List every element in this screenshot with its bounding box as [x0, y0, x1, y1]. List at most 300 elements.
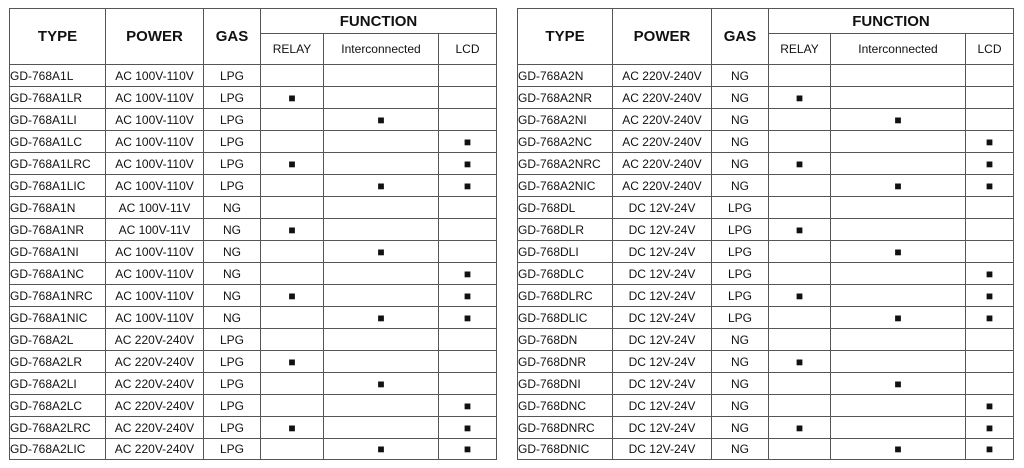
filled-square-icon: ■	[288, 354, 296, 369]
table-row	[10, 109, 497, 131]
model-type-cell: GD-768DNI	[518, 373, 613, 395]
model-type-cell: GD-768DLIC	[518, 307, 613, 329]
table-row	[518, 87, 1014, 109]
model-type-cell: GD-768A1LC	[10, 131, 106, 153]
power-cell: DC 12V-24V	[613, 241, 712, 263]
power-cell: AC 220V-240V	[613, 131, 712, 153]
relay-cell	[769, 351, 831, 373]
filled-square-icon: ■	[795, 222, 804, 237]
relay-cell	[261, 219, 324, 241]
relay-cell	[261, 439, 324, 460]
relay-cell	[261, 131, 324, 153]
model-type-cell: GD-768A1NRC	[10, 285, 106, 307]
table-row	[518, 241, 1014, 263]
gas-cell: LPG	[712, 219, 769, 241]
filled-square-icon: ■	[463, 134, 472, 149]
model-type-cell: GD-768A2NRC	[518, 153, 613, 175]
interconnected-cell	[831, 109, 966, 131]
model-type-cell: GD-768A1LIC	[10, 175, 106, 197]
relay-cell	[769, 329, 831, 351]
header-lcd: LCD	[439, 34, 497, 65]
filled-square-icon: ■	[985, 178, 994, 193]
model-type-cell: GD-768A2LC	[10, 395, 106, 417]
filled-square-icon: ■	[894, 310, 902, 325]
filled-square-icon: ■	[894, 442, 902, 456]
lcd-cell	[966, 351, 1014, 373]
model-type-cell: GD-768A1NC	[10, 263, 106, 285]
power-cell: AC 100V-110V	[106, 109, 204, 131]
power-cell: DC 12V-24V	[613, 219, 712, 241]
relay-cell	[261, 373, 324, 395]
table-row	[518, 109, 1014, 131]
lcd-cell	[966, 263, 1014, 285]
header-lcd: LCD	[966, 34, 1014, 65]
interconnected-cell	[324, 417, 439, 439]
relay-cell	[261, 175, 324, 197]
filled-square-icon: ■	[377, 244, 385, 259]
power-cell: AC 220V-240V	[106, 439, 204, 460]
power-cell: DC 12V-24V	[613, 263, 712, 285]
power-cell: AC 100V-110V	[106, 241, 204, 263]
gas-cell: NG	[712, 417, 769, 439]
interconnected-cell	[831, 351, 966, 373]
interconnected-cell	[324, 329, 439, 351]
lcd-cell	[439, 131, 497, 153]
lcd-cell	[439, 153, 497, 175]
filled-square-icon: ■	[795, 288, 804, 303]
power-cell: DC 12V-24V	[613, 197, 712, 219]
gas-cell: NG	[712, 373, 769, 395]
interconnected-cell	[831, 307, 966, 329]
relay-cell	[261, 395, 324, 417]
table-row	[10, 197, 497, 219]
header-gas: GAS	[712, 9, 769, 65]
power-cell: DC 12V-24V	[613, 417, 712, 439]
power-cell: DC 12V-24V	[613, 307, 712, 329]
header-power: POWER	[106, 9, 204, 65]
lcd-cell	[439, 219, 497, 241]
gas-cell: NG	[204, 263, 261, 285]
relay-cell	[769, 153, 831, 175]
table-row	[518, 373, 1014, 395]
interconnected-cell	[324, 307, 439, 329]
filled-square-icon: ■	[985, 266, 994, 281]
filled-square-icon: ■	[463, 266, 472, 281]
model-type-cell: GD-768DN	[518, 329, 613, 351]
power-cell: DC 12V-24V	[613, 439, 712, 460]
interconnected-cell	[324, 175, 439, 197]
interconnected-cell	[831, 417, 966, 439]
lcd-cell	[966, 285, 1014, 307]
filled-square-icon: ■	[985, 156, 994, 171]
interconnected-cell	[831, 197, 966, 219]
filled-square-icon: ■	[377, 442, 385, 456]
power-cell: AC 100V-110V	[106, 175, 204, 197]
relay-cell	[261, 87, 324, 109]
table-row	[518, 175, 1014, 197]
power-cell: AC 100V-110V	[106, 285, 204, 307]
header-power: POWER	[613, 9, 712, 65]
relay-cell	[769, 307, 831, 329]
table-row	[518, 153, 1014, 175]
table-row	[518, 219, 1014, 241]
model-type-cell: GD-768A1LRC	[10, 153, 106, 175]
spec-table-left	[9, 8, 497, 460]
gas-cell: LPG	[204, 417, 261, 439]
relay-cell	[769, 417, 831, 439]
relay-cell	[769, 87, 831, 109]
gas-cell: NG	[712, 87, 769, 109]
power-cell: DC 12V-24V	[613, 373, 712, 395]
relay-cell	[769, 65, 831, 87]
filled-square-icon: ■	[463, 156, 472, 171]
interconnected-cell	[324, 109, 439, 131]
header-relay: RELAY	[261, 34, 324, 65]
lcd-cell	[966, 109, 1014, 131]
lcd-cell	[966, 417, 1014, 439]
filled-square-icon: ■	[288, 420, 296, 435]
lcd-cell	[966, 307, 1014, 329]
model-type-cell: GD-768DLR	[518, 219, 613, 241]
model-type-cell: GD-768A2L	[10, 329, 106, 351]
gas-cell: LPG	[204, 109, 261, 131]
lcd-cell	[439, 65, 497, 87]
interconnected-cell	[831, 263, 966, 285]
model-type-cell: GD-768A2N	[518, 65, 613, 87]
relay-cell	[769, 175, 831, 197]
relay-cell	[769, 285, 831, 307]
relay-cell	[261, 197, 324, 219]
gas-cell: NG	[712, 65, 769, 87]
filled-square-icon: ■	[288, 156, 296, 171]
interconnected-cell	[831, 373, 966, 395]
header-interconnected: Interconnected	[831, 34, 966, 65]
lcd-cell	[439, 439, 497, 460]
header-gas: GAS	[204, 9, 261, 65]
filled-square-icon: ■	[795, 156, 804, 171]
interconnected-cell	[831, 87, 966, 109]
lcd-cell	[439, 109, 497, 131]
power-cell: AC 220V-240V	[613, 87, 712, 109]
filled-square-icon: ■	[894, 178, 902, 193]
lcd-cell	[966, 131, 1014, 153]
interconnected-cell	[831, 65, 966, 87]
lcd-cell	[966, 439, 1014, 460]
spec-table-right	[517, 8, 1014, 460]
lcd-cell	[439, 87, 497, 109]
filled-square-icon: ■	[463, 420, 472, 435]
filled-square-icon: ■	[795, 420, 804, 435]
interconnected-cell	[831, 175, 966, 197]
interconnected-cell	[324, 87, 439, 109]
relay-cell	[261, 263, 324, 285]
table-row	[10, 131, 497, 153]
lcd-cell	[966, 197, 1014, 219]
model-type-cell: GD-768A1NI	[10, 241, 106, 263]
interconnected-cell	[831, 153, 966, 175]
power-cell: AC 100V-11V	[106, 219, 204, 241]
relay-cell	[261, 241, 324, 263]
lcd-cell	[439, 351, 497, 373]
power-cell: AC 220V-240V	[613, 153, 712, 175]
model-type-cell: GD-768DLRC	[518, 285, 613, 307]
filled-square-icon: ■	[463, 310, 472, 325]
header-function: FUNCTION	[261, 9, 497, 34]
power-cell: AC 220V-240V	[106, 373, 204, 395]
gas-cell: LPG	[204, 351, 261, 373]
gas-cell: NG	[204, 197, 261, 219]
power-cell: AC 220V-240V	[106, 417, 204, 439]
power-cell: AC 100V-110V	[106, 131, 204, 153]
filled-square-icon: ■	[894, 112, 902, 127]
model-type-cell: GD-768DLC	[518, 263, 613, 285]
gas-cell: NG	[712, 175, 769, 197]
power-cell: AC 100V-110V	[106, 307, 204, 329]
table-row	[10, 439, 497, 460]
relay-cell	[261, 109, 324, 131]
gas-cell: LPG	[712, 307, 769, 329]
table-row	[518, 263, 1014, 285]
interconnected-cell	[324, 153, 439, 175]
table-row	[10, 307, 497, 329]
filled-square-icon: ■	[795, 354, 804, 369]
relay-cell	[769, 373, 831, 395]
relay-cell	[769, 131, 831, 153]
table-row	[10, 395, 497, 417]
gas-cell: NG	[712, 395, 769, 417]
interconnected-cell	[324, 131, 439, 153]
table-row	[10, 65, 497, 87]
header-function: FUNCTION	[769, 9, 1014, 34]
relay-cell	[261, 329, 324, 351]
table-row	[10, 153, 497, 175]
lcd-cell	[966, 329, 1014, 351]
power-cell: AC 220V-240V	[106, 395, 204, 417]
interconnected-cell	[324, 197, 439, 219]
lcd-cell	[966, 241, 1014, 263]
lcd-cell	[439, 263, 497, 285]
power-cell: DC 12V-24V	[613, 351, 712, 373]
lcd-cell	[439, 307, 497, 329]
power-cell: AC 100V-110V	[106, 153, 204, 175]
model-type-cell: GD-768A1NIC	[10, 307, 106, 329]
gas-cell: NG	[712, 439, 769, 460]
model-type-cell: GD-768A1L	[10, 65, 106, 87]
lcd-cell	[966, 87, 1014, 109]
power-cell: AC 220V-240V	[106, 351, 204, 373]
filled-square-icon: ■	[288, 288, 296, 303]
model-type-cell: GD-768A2NR	[518, 87, 613, 109]
model-type-cell: GD-768A2NC	[518, 131, 613, 153]
lcd-cell	[966, 219, 1014, 241]
interconnected-cell	[831, 285, 966, 307]
filled-square-icon: ■	[288, 90, 296, 105]
gas-cell: LPG	[204, 131, 261, 153]
gas-cell: NG	[712, 153, 769, 175]
filled-square-icon: ■	[894, 376, 902, 391]
gas-cell: LPG	[712, 285, 769, 307]
table-row	[10, 329, 497, 351]
filled-square-icon: ■	[377, 376, 385, 391]
header-type: TYPE	[518, 9, 613, 65]
lcd-cell	[966, 373, 1014, 395]
header-type: TYPE	[10, 9, 106, 65]
lcd-cell	[966, 175, 1014, 197]
lcd-cell	[966, 395, 1014, 417]
lcd-cell	[439, 175, 497, 197]
relay-cell	[769, 395, 831, 417]
gas-cell: LPG	[204, 153, 261, 175]
interconnected-cell	[831, 395, 966, 417]
power-cell: AC 100V-11V	[106, 197, 204, 219]
gas-cell: NG	[712, 351, 769, 373]
filled-square-icon: ■	[985, 134, 994, 149]
filled-square-icon: ■	[985, 398, 994, 413]
interconnected-cell	[831, 219, 966, 241]
interconnected-cell	[324, 65, 439, 87]
gas-cell: NG	[204, 241, 261, 263]
filled-square-icon: ■	[985, 420, 994, 435]
filled-square-icon: ■	[377, 310, 385, 325]
relay-cell	[769, 197, 831, 219]
power-cell: DC 12V-24V	[613, 285, 712, 307]
filled-square-icon: ■	[463, 442, 472, 456]
model-type-cell: GD-768A2LRC	[10, 417, 106, 439]
gas-cell: LPG	[204, 65, 261, 87]
relay-cell	[261, 65, 324, 87]
relay-cell	[769, 241, 831, 263]
table-row	[10, 263, 497, 285]
table-row	[10, 175, 497, 197]
table-row	[518, 417, 1014, 439]
lcd-cell	[439, 285, 497, 307]
relay-cell	[261, 307, 324, 329]
table-row	[518, 65, 1014, 87]
filled-square-icon: ■	[463, 398, 472, 413]
gas-cell: LPG	[712, 197, 769, 219]
model-type-cell: GD-768A2NI	[518, 109, 613, 131]
filled-square-icon: ■	[985, 310, 994, 325]
model-type-cell: GD-768DNC	[518, 395, 613, 417]
gas-cell: LPG	[712, 263, 769, 285]
table-row	[10, 241, 497, 263]
model-type-cell: GD-768DL	[518, 197, 613, 219]
gas-cell: NG	[204, 285, 261, 307]
table-row	[518, 285, 1014, 307]
table-row	[518, 197, 1014, 219]
interconnected-cell	[831, 439, 966, 460]
interconnected-cell	[324, 351, 439, 373]
model-type-cell: GD-768A2LIC	[10, 439, 106, 460]
power-cell: DC 12V-24V	[613, 329, 712, 351]
power-cell: AC 100V-110V	[106, 263, 204, 285]
header-interconnected: Interconnected	[324, 34, 439, 65]
interconnected-cell	[324, 263, 439, 285]
power-cell: DC 12V-24V	[613, 395, 712, 417]
table-row	[10, 219, 497, 241]
relay-cell	[261, 351, 324, 373]
filled-square-icon: ■	[985, 288, 994, 303]
gas-cell: NG	[712, 131, 769, 153]
filled-square-icon: ■	[463, 288, 472, 303]
lcd-cell	[439, 197, 497, 219]
filled-square-icon: ■	[288, 222, 296, 237]
relay-cell	[769, 439, 831, 460]
model-type-cell: GD-768A1NR	[10, 219, 106, 241]
header-relay: RELAY	[769, 34, 831, 65]
interconnected-cell	[324, 395, 439, 417]
relay-cell	[769, 109, 831, 131]
filled-square-icon: ■	[985, 442, 994, 456]
interconnected-cell	[324, 285, 439, 307]
table-row	[518, 351, 1014, 373]
relay-cell	[769, 219, 831, 241]
gas-cell: NG	[712, 109, 769, 131]
table-row	[10, 351, 497, 373]
gas-cell: LPG	[204, 395, 261, 417]
filled-square-icon: ■	[377, 112, 385, 127]
gas-cell: LPG	[204, 175, 261, 197]
model-type-cell: GD-768A2LR	[10, 351, 106, 373]
model-type-cell: GD-768A2LI	[10, 373, 106, 395]
gas-cell: LPG	[204, 373, 261, 395]
table-row	[10, 417, 497, 439]
filled-square-icon: ■	[377, 178, 385, 193]
gas-cell: NG	[204, 219, 261, 241]
power-cell: AC 100V-110V	[106, 87, 204, 109]
relay-cell	[261, 285, 324, 307]
relay-cell	[261, 153, 324, 175]
interconnected-cell	[324, 373, 439, 395]
gas-cell: NG	[712, 329, 769, 351]
lcd-cell	[439, 395, 497, 417]
model-type-cell: GD-768A1LR	[10, 87, 106, 109]
power-cell: AC 220V-240V	[106, 329, 204, 351]
model-type-cell: GD-768A1LI	[10, 109, 106, 131]
interconnected-cell	[831, 131, 966, 153]
model-type-cell: GD-768A2NIC	[518, 175, 613, 197]
model-type-cell: GD-768DNR	[518, 351, 613, 373]
gas-cell: LPG	[204, 329, 261, 351]
gas-cell: LPG	[712, 241, 769, 263]
relay-cell	[261, 417, 324, 439]
table-row	[10, 87, 497, 109]
table-row	[10, 285, 497, 307]
relay-cell	[769, 263, 831, 285]
table-row	[518, 131, 1014, 153]
power-cell: AC 220V-240V	[613, 175, 712, 197]
gas-cell: NG	[204, 307, 261, 329]
table-row	[518, 329, 1014, 351]
interconnected-cell	[324, 219, 439, 241]
interconnected-cell	[324, 439, 439, 460]
table-row	[518, 439, 1014, 460]
interconnected-cell	[831, 329, 966, 351]
table-row	[10, 373, 497, 395]
lcd-cell	[439, 373, 497, 395]
lcd-cell	[966, 65, 1014, 87]
table-row	[518, 395, 1014, 417]
lcd-cell	[439, 417, 497, 439]
filled-square-icon: ■	[463, 178, 472, 193]
power-cell: AC 220V-240V	[613, 65, 712, 87]
lcd-cell	[439, 329, 497, 351]
power-cell: AC 100V-110V	[106, 65, 204, 87]
gas-cell: LPG	[204, 87, 261, 109]
lcd-cell	[439, 241, 497, 263]
model-type-cell: GD-768DNIC	[518, 439, 613, 460]
filled-square-icon: ■	[795, 90, 804, 105]
